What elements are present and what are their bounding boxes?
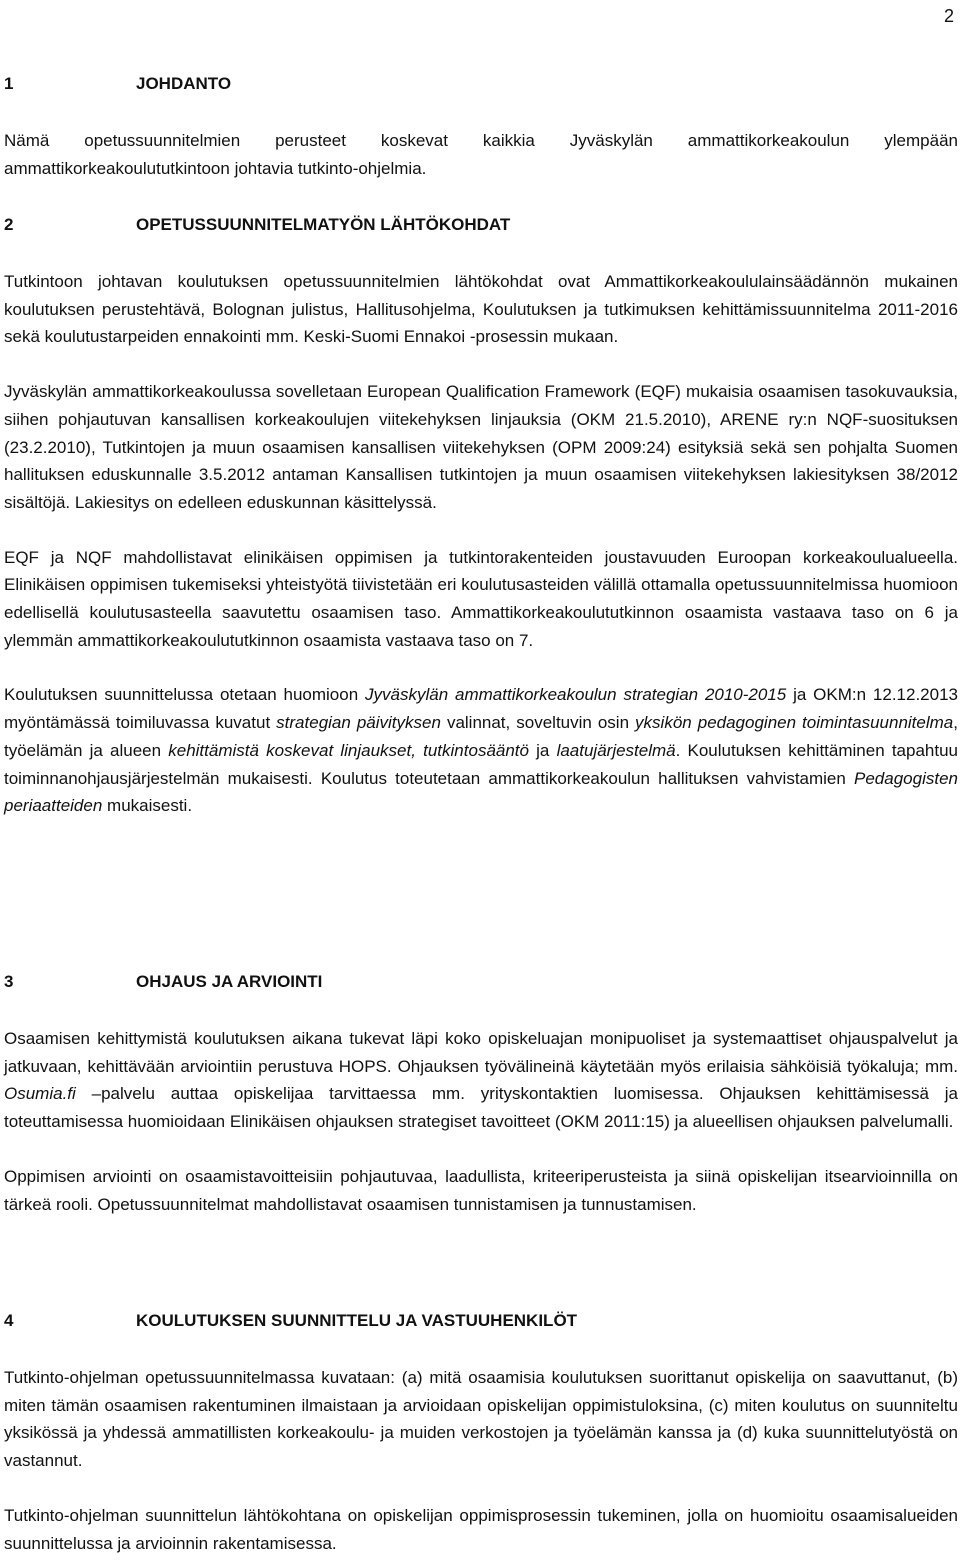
text-run: Nämä opetussuunnitelmien perusteet koskevat kaikkia Jyväskylän ammattikorkeakoulun ylempään ammattikorkeakoulututkintoon johtavia tutkinto-ohjelmia. bbox=[4, 131, 958, 178]
italic-text: Osumia.fi bbox=[4, 1084, 76, 1104]
italic-text: Pedagogisten periaatteiden bbox=[4, 768, 958, 816]
text-run: Tutkinto-ohjelman opetussuunnitelmassa kuvataan: (a) mitä osaamisia koulutuksen suorittanut opiskelija on saavuttanut, (b) miten tämän osaamisen rakentuminen ilmaistaan ja arvioidaan opiskelijan oppimistuloksina, (c) miten koulutus on suunniteltu yksikössä ja yhdessä ammatillisten korkeakoulu- ja muiden verkostojen ja työelämän kanssa ja (d) kuka suunnittelutyöstä on vastannut. bbox=[4, 1368, 958, 1471]
text-run: –palvelu auttaa opiskelijaa tarvittaessa mm. yrityskontaktien luomisessa. Ohjauksen kehittämisessä ja toteuttamisessa huomioidaan Elinikäisen ohjauksen strategiset tavoitteet (OKM 2011:15) ja alueellisen ohjauksen palvelumalli. bbox=[4, 1084, 958, 1132]
section-heading bbox=[4, 213, 958, 237]
paragraph bbox=[4, 127, 958, 182]
section-title: KOULUTUKSEN SUUNNITTELU JA VASTUUHENKILÖT bbox=[136, 1311, 578, 1330]
text-run: mukaisesti. bbox=[102, 796, 193, 816]
section-number: 3 bbox=[4, 972, 14, 991]
paragraph bbox=[4, 1025, 958, 1136]
italic-text: Jyväskylän ammattikorkeakoulun strategian 2010-2015 bbox=[365, 685, 787, 705]
paragraph bbox=[4, 1364, 958, 1475]
section-2 bbox=[4, 213, 958, 820]
section-title: OHJAUS JA ARVIOINTI bbox=[136, 972, 323, 991]
text-run: ja OKM:n 12.12.2013 myöntämässä toimiluvassa kuvatut bbox=[4, 685, 959, 733]
text-run: Tutkinto-ohjelman suunnittelun lähtökohtana on opiskelijan oppimisprosessin tukeminen, jolla on huomioitu osaamisalueiden suunnittelussa ja arvioinnin rakentamisessa. bbox=[4, 1505, 958, 1553]
italic-text: laatujärjestelmä bbox=[556, 740, 676, 760]
italic-text: kehittämistä koskevat linjaukset, tutkintosääntö bbox=[168, 740, 529, 760]
text-run: valinnat, soveltuvin osin bbox=[440, 713, 636, 733]
text-run: ja bbox=[528, 740, 557, 760]
section-number: 4 bbox=[4, 1311, 14, 1330]
paragraph bbox=[4, 268, 958, 351]
section-heading bbox=[4, 72, 958, 96]
section-1 bbox=[4, 72, 958, 182]
section-number: 2 bbox=[4, 215, 14, 234]
italic-text: yksikön pedagoginen toimintasuunnitelma bbox=[635, 713, 954, 733]
text-run: Jyväskylän ammattikorkeakoulussa sovelletaan European Qualification Framework (EQF) mukaisia osaamisen tasokuvauksia, siihen pohjautuvan kansallisen korkeakoulujen viitekehyksen linjauksia (OKM 21.5.2010), ARENE ry:n NQF-suosituksen (23.2.2010), Tutkintojen ja muun osaamisen kansallisen viitekehyksen (OPM 2009:24) esityksiä sekä sen pohjalta Suomen hallituksen eduskunnalle 3.5.2012 antaman Kansallisen tutkintojen ja muun osaamisen viitekehyksen lakiesityksen 38/2012 sisältöjä. Lakiesitys on edelleen eduskunnan käsittelyssä. bbox=[4, 382, 958, 512]
text-run: , työelämän ja alueen bbox=[4, 713, 958, 760]
paragraph bbox=[4, 1502, 958, 1557]
section-title: OPETUSSUUNNITELMATYÖN LÄHTÖKOHDAT bbox=[136, 215, 511, 234]
section-4 bbox=[4, 1309, 958, 1557]
text-run: Koulutuksen suunnittelussa otetaan huomioon bbox=[4, 685, 366, 705]
text-run: Tutkintoon johtavan koulutuksen opetussuunnitelmien lähtökohdat ovat Ammattikorkeakoululainsäädännön mukainen koulutuksen perustehtävä, Bolognan julistus, Hallitusohjelma, Koulutuksen ja tutkimuksen kehittämissuunnitelma 2011-2016 sekä koulutustarpeiden ennakointi mm. Keski-Suomi Ennakoi -prosessin mukaan. bbox=[4, 272, 958, 347]
section-heading bbox=[4, 1309, 958, 1333]
section-number: 1 bbox=[4, 74, 14, 93]
text-run: EQF ja NQF mahdollistavat elinikäisen oppimisen ja tutkintorakenteiden joustavuuden Euroopan korkeakoulualueella. Elinikäisen oppimisen tukemiseksi yhteistyötä tiivistetään eri koulutusasteiden välillä ottamalla opetussuunnitelmissa huomioon edellisellä koulutusasteella saavutettu osaamisen taso. Ammattikorkeakoulututkinnon osaamista vastaava taso on 6 ja ylemmän ammattikorkeakoulututkinnon osaamista vastaava taso on 7. bbox=[4, 547, 958, 650]
text-run: Osaamisen kehittymistä koulutuksen aikana tukevat läpi koko opiskeluajan monipuoliset ja systemaattiset ohjauspalvelut ja jatkuvaan, kehittävään arviointiin perustuva HOPS. Ohjauksen työvälineinä käytetään myös erilaisia sähköisiä työkaluja; mm. bbox=[4, 1029, 958, 1076]
section-title: JOHDANTO bbox=[136, 74, 232, 93]
paragraph bbox=[4, 681, 958, 820]
paragraph bbox=[4, 378, 958, 517]
section-3 bbox=[4, 970, 958, 1218]
page-number: 2 bbox=[943, 6, 954, 26]
text-run: Oppimisen arviointi on osaamistavoitteisiin pohjautuvaa, laadullista, kriteeriperusteista ja siinä opiskelijan itsearvioinnilla on tärkeä rooli. Opetussuunnitelmat mahdollistavat osaamisen tunnistamisen ja tunnustamisen. bbox=[4, 1166, 958, 1214]
paragraph bbox=[4, 544, 958, 655]
section-heading bbox=[4, 970, 958, 994]
italic-text: strategian päivityksen bbox=[276, 713, 441, 733]
text-run: . Koulutuksen kehittäminen tapahtuu toiminnanohjausjärjestelmän mukaisesti. Koulutus toteutetaan ammattikorkeakoulun hallituksen vahvistamien bbox=[4, 740, 958, 788]
paragraph bbox=[4, 1163, 958, 1218]
